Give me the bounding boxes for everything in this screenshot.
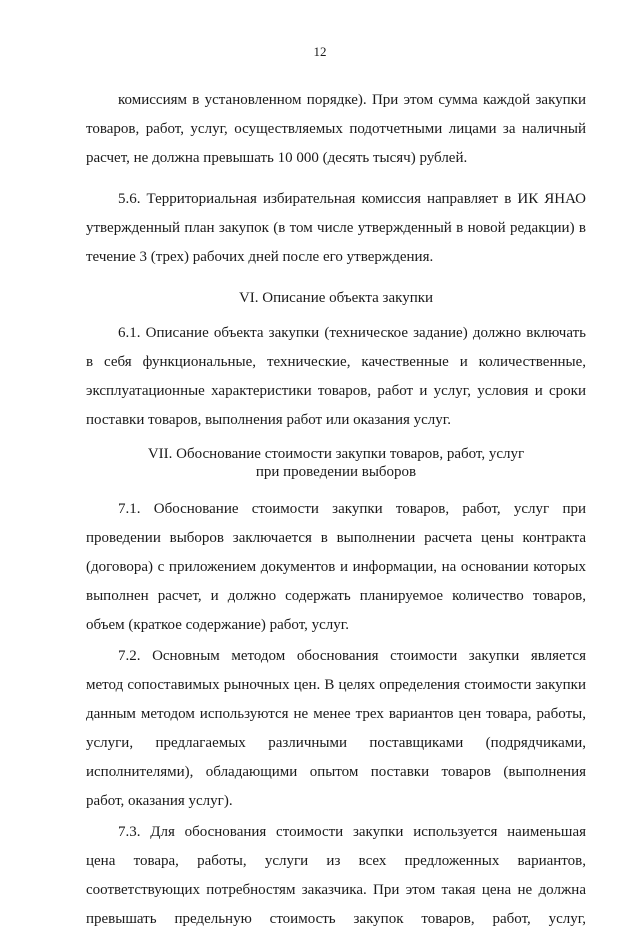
text-line: товаров, работ, услуг, осуществляемых подотчетными лицами за наличный (86, 121, 586, 137)
heading-line: VII. Обоснование стоимости закупки товаров, работ, услуг (147, 446, 525, 462)
text-line: выполнен расчет, и должно содержать планируемое количество товаров, (86, 588, 586, 604)
paragraph-7-3 (86, 818, 586, 934)
section-heading-vii (86, 445, 586, 481)
text-line: исполнителями), обладающими опытом поставки товаров (выполнения (86, 764, 586, 780)
text-line: превышать предельную стоимость закупок товаров, работ, услуг, (86, 911, 586, 927)
paragraph-5-6 (86, 185, 586, 272)
text-line: 7.1. Обоснование стоимости закупки товаров, работ, услуг при (118, 501, 586, 517)
paragraph-continuation (86, 86, 586, 173)
heading-line: при проведении выборов (255, 464, 417, 480)
text-line: течение 3 (трех) рабочих дней после его утверждения. (86, 249, 434, 265)
text-line: проведении выборов заключается в выполнении расчета цены контракта (86, 530, 586, 546)
document-body (86, 86, 586, 934)
text-line: (договора) с приложением документов и информации, на основании которых (86, 559, 586, 575)
text-line: услуги, предлагаемых различными поставщиками (подрядчиками, (86, 735, 586, 751)
section-heading-vi: VI. Описание объекта закупки (238, 290, 434, 306)
text-line: соответствующих потребностям заказчика. При этом такая цена не должна (86, 882, 586, 898)
text-line: утвержденный план закупок (в том числе утвержденный в новой редакции) в (86, 220, 586, 236)
text-line: данным методом используются не менее трех вариантов цен товара, работы, (86, 706, 586, 722)
paragraph-7-2 (86, 642, 586, 816)
text-line: 7.3. Для обоснования стоимости закупки используется наименьшая (118, 824, 586, 840)
text-line: 5.6. Территориальная избирательная комиссия направляет в ИК ЯНАО (118, 191, 586, 207)
text-line: работ, оказания услуг). (86, 793, 233, 809)
text-line: цена товара, работы, услуги из всех предложенных вариантов, (86, 853, 586, 869)
text-line: в себя функциональные, технические, качественные и количественные, (86, 354, 586, 370)
text-line: поставки товаров, выполнения работ или оказания услуг. (86, 412, 451, 428)
paragraph-6-1 (86, 319, 586, 435)
paragraph-7-1 (86, 495, 586, 640)
text-line: 7.2. Основным методом обоснования стоимости закупки является (118, 648, 586, 664)
page-number: 12 (313, 44, 327, 59)
text-line: 6.1. Описание объекта закупки (техническое задание) должно включать (118, 325, 586, 341)
text-line: комиссиям в установленном порядке). При этом сумма каждой закупки (118, 92, 586, 108)
text-line: эксплуатационные характеристики товаров, работ и услуг, условия и сроки (86, 383, 586, 399)
text-line: расчет, не должна превышать 10 000 (десять тысяч) рублей. (86, 150, 468, 166)
text-line: объем (краткое содержание) работ, услуг. (86, 617, 350, 633)
text-line: метод сопоставимых рыночных цен. В целях определения стоимости закупки (86, 677, 586, 693)
